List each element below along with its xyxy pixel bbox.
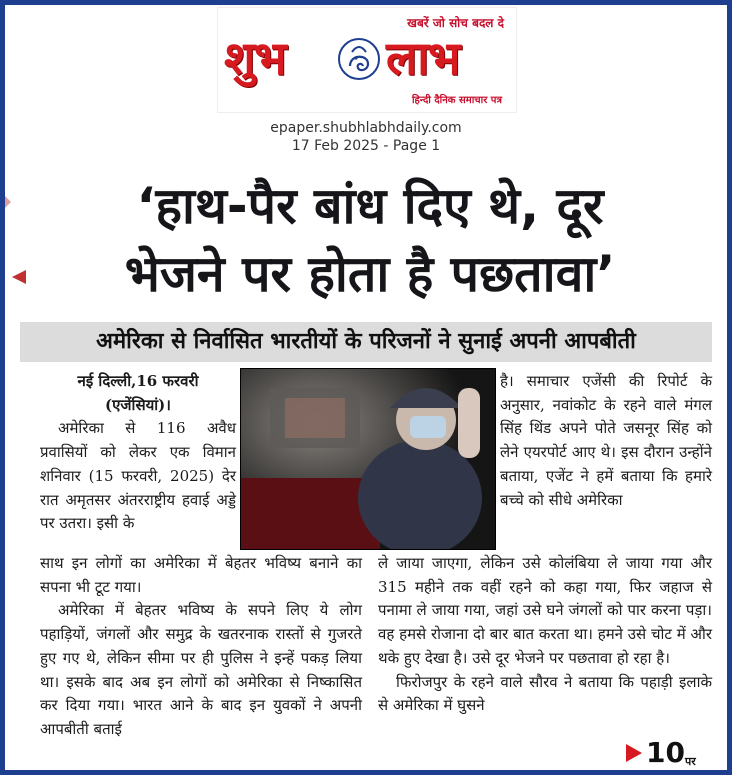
article-column-right-lower <box>378 552 712 718</box>
dateline-agency: (एजेंसियां)। <box>105 395 171 414</box>
headline-line-2: भेजने पर होता है पछतावा’ <box>124 245 616 303</box>
article-text: अमेरिका से 116 अवैध प्रवासियों को लेकर एक विमान शनिवार (15 फरवरी, 2025) देर रात अमृतसर अंतरराष्ट्रीय हवाई अड्डे पर उतरा। इसी के <box>40 419 236 533</box>
continue-arrow-icon <box>626 744 642 762</box>
article-text: फिरोजपुर के रहने वाले सौरव ने बताया कि पहाड़ी इलाके से अमेरिका में घुसने <box>378 672 712 715</box>
ganesha-icon <box>336 36 382 82</box>
masthead-tagline: खबरें जो सोच बदल दे <box>407 16 504 30</box>
edge-marker-icon <box>5 196 11 208</box>
source-url[interactable]: epaper.shubhlabhdaily.com <box>270 120 462 136</box>
article-paragraph <box>40 417 236 536</box>
article-paragraph: साथ इन लोगों का अमेरिका में बेहतर भविष्य बनाने का सपना भी टूट गया। <box>40 554 362 596</box>
article-column-left <box>40 370 236 536</box>
headline <box>30 172 710 308</box>
masthead-logo[interactable] <box>218 8 516 112</box>
subheadline: अमेरिका से निर्वासित भारतीयों के परिजनों ने सुनाई अपनी आपबीती <box>20 322 712 362</box>
masthead-subtag: हिन्दी दैनिक समाचार पत्र <box>411 95 502 106</box>
continue-page-number: 10 <box>646 736 685 769</box>
dateline-place: नई दिल्ली,16 फरवरी <box>77 372 199 390</box>
logo-word-left: शुभ <box>224 31 286 85</box>
headline-line-1: ‘हाथ-पैर बांध दिए थे, दूर <box>136 177 604 235</box>
article-paragraph <box>40 599 362 741</box>
article-text: अमेरिका में बेहतर भविष्य के सपने लिए ये लोग पहाड़ियों, जंगलों और समुद्र के खतरनाक रास्तों से गुजरते हुए गए थे, लेकिन सीमा पर ही पुलिस ने इन्हें पकड़ लिया था। इसके बाद अब इन लोगों को अमेरिका से निष्कासित कर दिया गया। भारत आने के बाद इन युवकों ने अपनी आपबीती बताई <box>40 601 362 738</box>
continue-page-suffix: पर <box>684 755 696 768</box>
news-photo-image <box>240 368 496 550</box>
article-paragraph: है। समाचार एजेंसी की रिपोर्ट के अनुसार, नवांकोट के रहने वाले मंगल सिंह थिंड अपने पोते जसनूर सिंह को लेने एयरपोर्ट आए थे। इस दौरान उन्होंने बताया, एजेंट ने हमें बताया कि हमारे बच्चे को सीधे अमेरिका <box>500 372 712 509</box>
logo-word-right: लाभ <box>386 31 460 85</box>
article-paragraph: ले जाया जाएगा, लेकिन उसे कोलंबिया ले जाया गया और 315 महीने तक वहीं रहने को कहा गया, फिर जहाज से पनामा ले जाया गया, जहां उसे घने जंगलों को पार करना पड़ा। वह हमसे रोजाना दो बार बात करता था। हमने उसे चोट में और थके हुए देखा है। उसे दूर भेजने पर पछतावा हो रहा है। <box>378 554 712 667</box>
article-column-left-lower <box>40 552 362 742</box>
news-photo[interactable] <box>240 368 496 550</box>
edge-pointer-icon <box>12 270 26 284</box>
continued-on-page[interactable] <box>626 736 696 769</box>
source-date-page: 17 Feb 2025 - Page 1 <box>291 138 441 154</box>
article-column-right <box>500 370 712 512</box>
article-paragraph <box>378 671 712 718</box>
